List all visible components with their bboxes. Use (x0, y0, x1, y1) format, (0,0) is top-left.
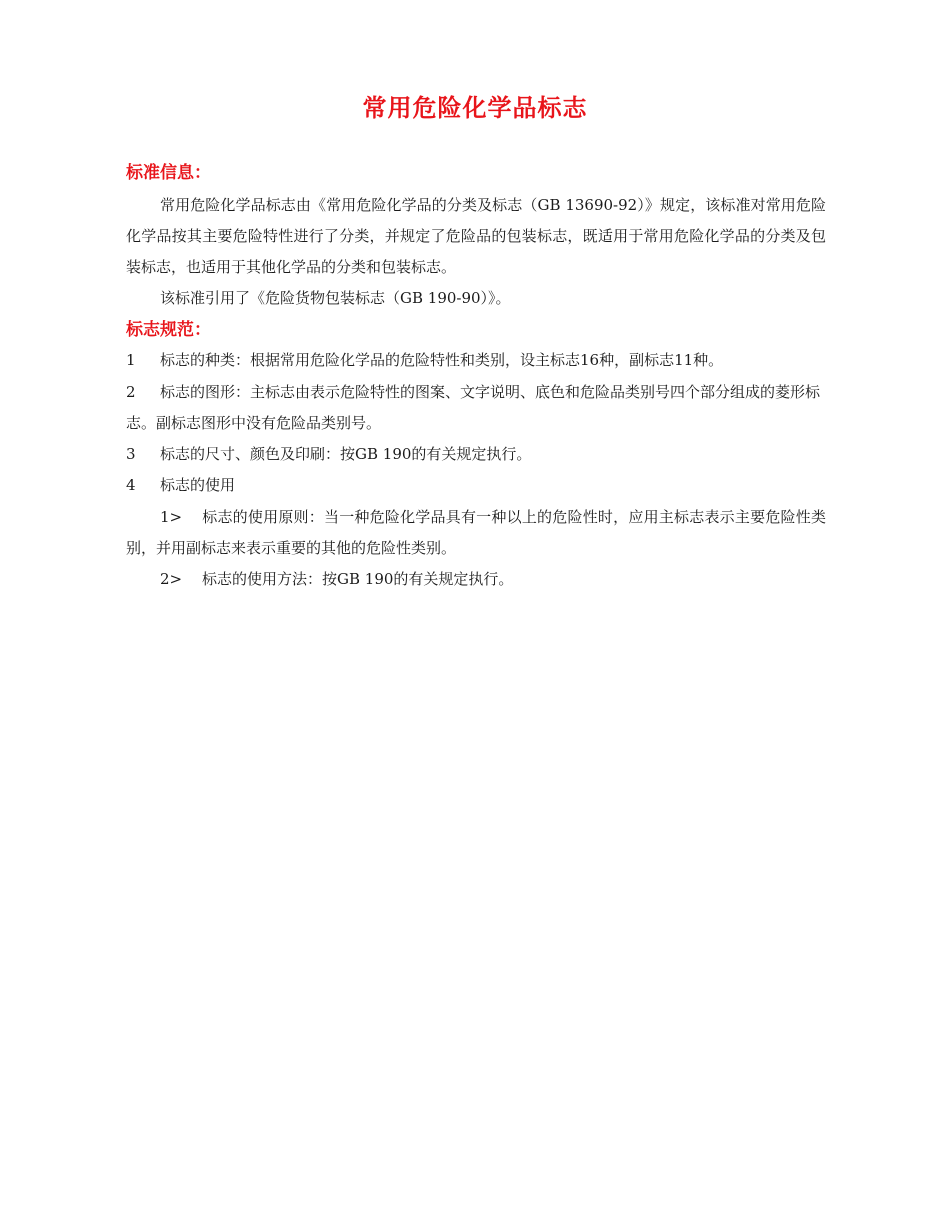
sub-list-item-text: 标志的使用方法：按GB 190的有关规定执行。 (202, 570, 514, 588)
sub-list-item (126, 502, 826, 564)
list-item-number: 1 (126, 351, 136, 369)
section-heading-sign-spec: 标志规范： (126, 320, 211, 340)
list-item (126, 345, 826, 376)
list-item-text: 标志的种类：根据常用危险化学品的危险特性和类别，设主标志16种，副标志11种。 (160, 351, 724, 369)
list-item (126, 377, 826, 439)
sub-list-item-number: 1> (160, 508, 183, 526)
list-item (126, 439, 826, 470)
list-item (126, 470, 826, 501)
list-item-text: 标志的图形：主标志由表示危险特性的图案、文字说明、底色和危险品类别号四个部分组成的菱形标志。副标志图形中没有危险品类别号。 (126, 383, 821, 432)
section-heading-standard-info: 标准信息： (126, 163, 211, 183)
page-title: 常用危险化学品标志 (362, 94, 588, 122)
list-item-text: 标志的尺寸、颜色及印刷：按GB 190的有关规定执行。 (160, 445, 532, 463)
sub-list-item-text: 标志的使用原则：当一种危险化学品具有一种以上的危险性时，应用主标志表示主要危险性类别，并用副标志来表示重要的其他的危险性类别。 (126, 508, 826, 557)
paragraph-standard-description: 常用危险化学品标志由《常用危险化学品的分类及标志（GB 13690-92）》规定，该标准对常用危险化学品按其主要危险特性进行了分类，并规定了危险品的包装标志，既适用于常用危险化学品的分类及包装标志，也适用于其他化学品的分类和包装标志。 (126, 196, 826, 276)
sub-list-item-number: 2> (160, 570, 183, 588)
sub-list-item (126, 564, 826, 595)
list-item-number: 3 (126, 445, 136, 463)
list-item-number: 2 (126, 383, 136, 401)
list-item-number: 4 (126, 476, 136, 494)
list-item-text: 标志的使用 (160, 476, 236, 494)
paragraph-referenced-standard: 该标准引用了《危险货物包装标志（GB 190-90）》。 (160, 289, 511, 307)
